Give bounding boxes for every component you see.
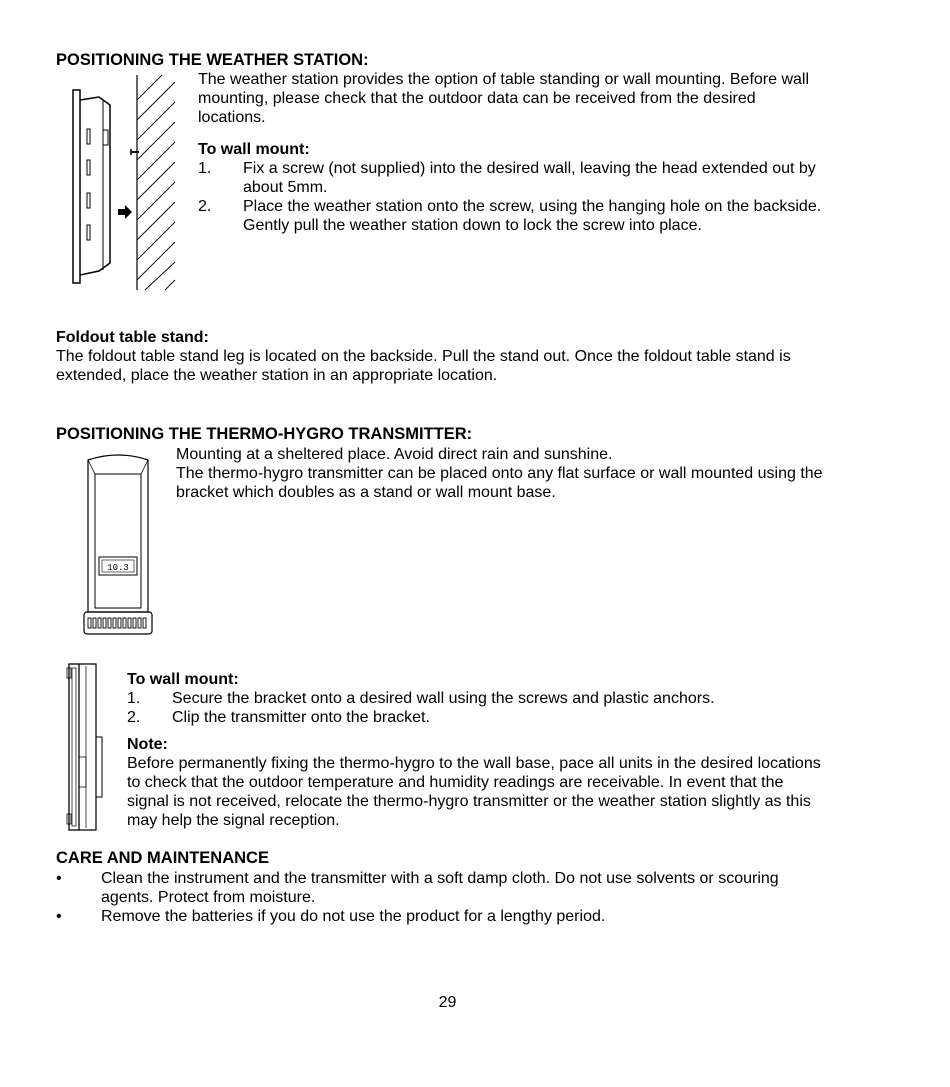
step-line: about 5mm. — [243, 179, 328, 196]
foldout-text — [56, 347, 916, 385]
section-heading-weather-station: POSITIONING THE WEATHER STATION: — [56, 51, 369, 69]
bullet-symbol: • — [56, 908, 62, 925]
intro-line: mounting, please check that the outdoor data can be received from the desired — [198, 90, 756, 107]
foldout-line: The foldout table stand leg is located on the backside. Pull the stand out. Once the foldout table stand is — [56, 348, 791, 365]
wall-mount-diagram-icon — [65, 75, 195, 300]
note-heading: Note: — [127, 736, 168, 753]
bullet-line: agents. Protect from moisture. — [101, 889, 316, 906]
transmitter-line: Mounting at a sheltered place. Avoid direct rain and sunshine. — [176, 446, 613, 463]
step-number: 1. — [127, 690, 141, 707]
transmitter-step — [127, 689, 887, 708]
wall-mount-heading: To wall mount: — [198, 141, 310, 158]
care-bullet — [56, 907, 916, 926]
note-text — [127, 754, 927, 830]
step-text: Clip the transmitter onto the bracket. — [172, 709, 430, 726]
note-line: Before permanently fixing the thermo-hygro to the wall base, pace all units in the desired locations — [127, 755, 821, 772]
care-heading: CARE AND MAINTENANCE — [56, 849, 269, 867]
transmitter-intro — [176, 445, 906, 502]
note-line: signal is not received, relocate the thermo-hygro transmitter or the weather station slightly as this — [127, 793, 811, 810]
step-line: Place the weather station onto the screw, using the hanging hole on the backside. — [243, 198, 822, 215]
transmitter-step — [127, 708, 887, 727]
note-line: to check that the outdoor temperature and humidity readings are receivable. In event that the — [127, 774, 784, 791]
transmitter-line: The thermo-hygro transmitter can be placed onto any flat surface or wall mounted using the — [176, 465, 823, 482]
step-text: Secure the bracket onto a desired wall using the screws and plastic anchors. — [172, 690, 715, 707]
care-bullet — [56, 869, 916, 907]
intro-line: locations. — [198, 109, 266, 126]
bullet-symbol: • — [56, 870, 62, 887]
section-heading-transmitter: POSITIONING THE THERMO-HYGRO TRANSMITTER: — [56, 425, 473, 443]
page-number: 29 — [438, 994, 457, 1011]
step-line: Fix a screw (not supplied) into the desired wall, leaving the head extended out by — [243, 160, 816, 177]
foldout-heading: Foldout table stand: — [56, 329, 209, 346]
wall-mount-step — [198, 159, 898, 197]
note-line: may help the signal reception. — [127, 812, 340, 829]
foldout-line: extended, place the weather station in an appropriate location. — [56, 367, 498, 384]
step-number: 2. — [127, 709, 141, 726]
intro-line: The weather station provides the option of table standing or wall mounting. Before wall — [198, 71, 810, 88]
bullet-line: Remove the batteries if you do not use the product for a lengthy period. — [101, 908, 606, 925]
wall-mount-step — [198, 197, 898, 235]
step-line: Gently pull the weather station down to lock the screw into place. — [243, 217, 702, 234]
bullet-line: Clean the instrument and the transmitter with a soft damp cloth. Do not use solvents or scouring — [101, 870, 779, 887]
bracket-side-view-icon — [66, 662, 106, 834]
transmitter-line: bracket which doubles as a stand or wall mount base. — [176, 484, 556, 501]
display-reading: 10.3 — [107, 563, 129, 573]
step-number: 1. — [198, 160, 212, 177]
thermo-hygro-transmitter-icon — [82, 452, 154, 637]
transmitter-wall-mount-heading: To wall mount: — [127, 671, 239, 688]
step-number: 2. — [198, 198, 212, 215]
section1-intro — [198, 70, 898, 127]
